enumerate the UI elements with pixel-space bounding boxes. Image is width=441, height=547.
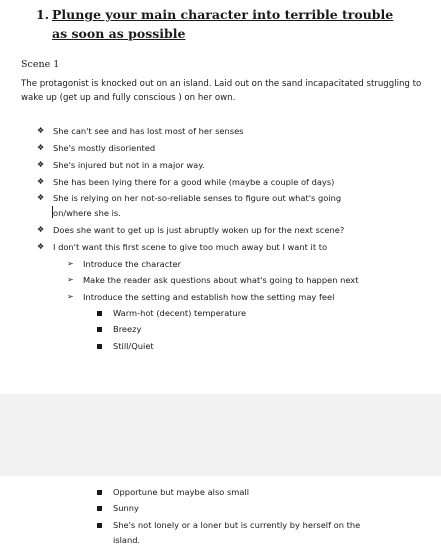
bullet-item: Does she want to get up is just abruptly woken up for the next scene? bbox=[53, 225, 345, 235]
bullet-item: She can't see and has lost most of her senses bbox=[53, 126, 244, 136]
scene-paragraph: The protagonist is knocked out on an island. Laid out on the sand incapacitated struggling to wake up (get up and fully conscious ) on her own. bbox=[21, 79, 422, 103]
sub-sub-bullet-item: Opportune but maybe also small bbox=[113, 487, 250, 497]
sub-sub-bullet-item-continuation: island. bbox=[113, 535, 141, 545]
bullet-item-continuation: on/where she is. bbox=[53, 208, 121, 218]
diamond-bullet-icon: ❖ bbox=[37, 242, 45, 251]
sub-sub-bullet-item: Sunny bbox=[113, 503, 139, 513]
square-bullet-icon bbox=[97, 523, 102, 528]
diamond-bullet-icon: ❖ bbox=[37, 177, 45, 186]
diamond-bullet-icon: ❖ bbox=[37, 126, 45, 135]
square-bullet-icon bbox=[97, 344, 102, 349]
arrow-bullet-icon: ➢ bbox=[67, 259, 74, 268]
sub-sub-bullet-item: She's not lonely or a loner but is currently by herself on the bbox=[113, 520, 361, 530]
sub-bullet-item: Introduce the setting and establish how the setting may feel bbox=[83, 292, 335, 302]
bullet-item: She's injured but not in a major way. bbox=[53, 160, 205, 170]
document-page-2 bbox=[0, 476, 441, 547]
square-bullet-icon bbox=[97, 490, 102, 495]
sub-bullet-item: Make the reader ask questions about what's going to happen next bbox=[83, 275, 359, 285]
diamond-bullet-icon: ❖ bbox=[37, 193, 45, 202]
bullet-item: I don't want this first scene to give too much away but I want it to bbox=[53, 242, 328, 252]
sub-sub-bullet-item: Warm-hot (decent) temperature bbox=[113, 308, 247, 318]
arrow-bullet-icon: ➢ bbox=[67, 292, 74, 301]
diamond-bullet-icon: ❖ bbox=[37, 143, 45, 152]
diamond-bullet-icon: ❖ bbox=[37, 225, 45, 234]
sub-bullet-item: Introduce the character bbox=[83, 259, 182, 269]
heading-text: Plunge your main character into terrible trouble as soon as possible bbox=[52, 7, 394, 41]
scene-label: Scene 1 bbox=[21, 59, 60, 70]
sub-sub-bullet-item: Breezy bbox=[113, 324, 142, 334]
arrow-bullet-icon: ➢ bbox=[67, 275, 74, 284]
heading-number: 1. bbox=[36, 7, 50, 22]
diamond-bullet-icon: ❖ bbox=[37, 160, 45, 169]
sub-sub-bullet-item: Still/Quiet bbox=[113, 341, 154, 351]
square-bullet-icon bbox=[97, 311, 102, 316]
page-break-gap bbox=[0, 394, 441, 476]
bullet-item: She has been lying there for a good while (maybe a couple of days) bbox=[53, 177, 335, 187]
square-bullet-icon bbox=[97, 506, 102, 511]
text-cursor bbox=[52, 206, 53, 218]
bullet-item: She is relying on her not-so-reliable senses to figure out what's going bbox=[53, 193, 342, 203]
square-bullet-icon bbox=[97, 327, 102, 332]
bullet-item: She's mostly disoriented bbox=[53, 143, 156, 153]
